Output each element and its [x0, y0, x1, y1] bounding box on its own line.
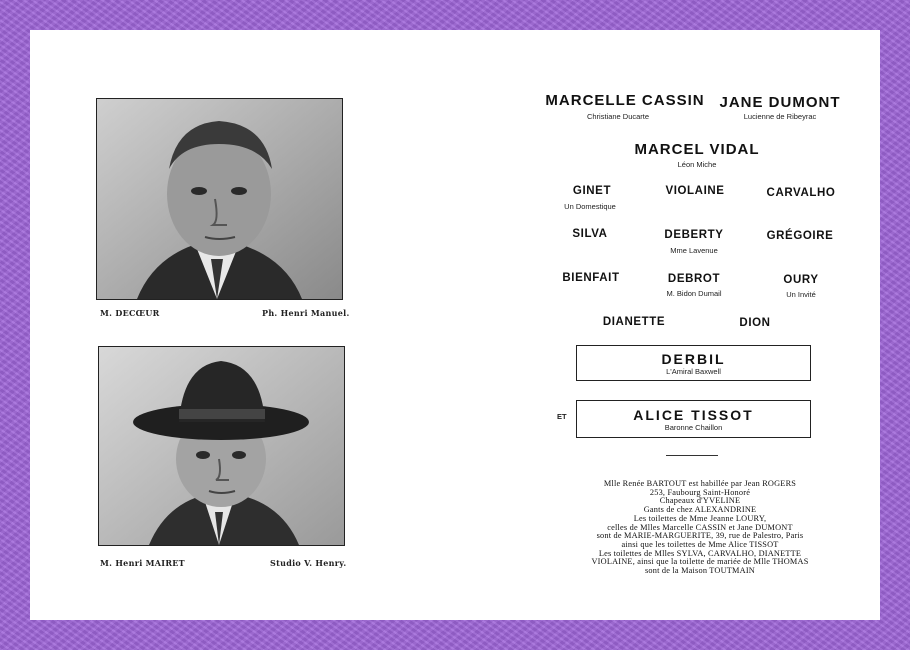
credit-line: VIOLAINE, ainsi que la toilette de mariée de Mlle THOMAS — [591, 557, 809, 567]
cast-role-deberty: Mme Lavenue — [670, 246, 718, 255]
credit-line: Les toilettes de Mme Jeanne LOURY, — [633, 513, 767, 523]
portrait-image — [99, 347, 344, 545]
divider-rule — [666, 455, 718, 456]
cast-name-gregoire: GRÉGOIRE — [766, 230, 834, 242]
credit-line: sont de MARIE-MARGUERITE, 39, rue de Palestro, Paris — [596, 531, 804, 541]
cast-name-bienfait: BIENFAIT — [562, 272, 620, 284]
credit-line: 253, Faubourg Saint-Honoré — [649, 487, 751, 497]
cast-name-silva: SILVA — [572, 228, 608, 240]
cast-box-derbil — [576, 345, 811, 381]
credit-line: Chapeaux d'YVELINE — [659, 496, 741, 506]
cast-box-tissot — [576, 400, 811, 438]
cast-name-deberty: DEBERTY — [664, 229, 724, 241]
cast-name-oury: OURY — [783, 274, 819, 286]
program-page — [30, 30, 880, 620]
cast-role-dumont: Lucienne de Ribeyrac — [743, 112, 817, 121]
cast-name-dion: DION — [739, 317, 771, 329]
cast-role-debrot: M. Bidon Dumail — [666, 289, 722, 298]
cast-name-vidal: MARCEL VIDAL — [634, 141, 760, 158]
photo-caption: M. Henri MAIRET — [100, 558, 185, 568]
cast-name-cassin: MARCELLE CASSIN — [545, 92, 705, 109]
cast-role-vidal: Léon Miche — [677, 160, 717, 169]
cast-role-ginet: Un Domestique — [564, 202, 616, 211]
portrait-photo-decoeur — [96, 98, 343, 300]
credit-line: sont de la Maison TOUTMAIN — [645, 566, 755, 576]
credit-line: Mlle Renée BARTOUT est habillée par Jean ROGERS — [603, 479, 797, 488]
cast-name-violaine: VIOLAINE — [665, 185, 725, 197]
portrait-photo-mairet — [98, 346, 345, 546]
cast-name-tissot: ALICE TISSOT — [633, 406, 754, 423]
cast-role-oury: Un Invité — [786, 290, 816, 299]
cast-name-debrot: DEBROT — [667, 273, 721, 285]
photo-credit: Studio V. Henry. — [270, 558, 347, 568]
cast-role-cassin: Christiane Ducarte — [586, 112, 650, 121]
cast-name-dumont: JANE DUMONT — [719, 94, 841, 111]
cast-role-tissot: Baronne Chaillon — [664, 422, 723, 432]
cast-name-ginet: GINET — [572, 185, 612, 197]
conjunction-et: ET — [557, 412, 567, 421]
photo-caption: M. DECŒUR — [100, 308, 160, 318]
portrait-image — [97, 99, 342, 299]
credit-line: Gants de chez ALEXANDRINE — [643, 505, 757, 515]
cast-name-derbil: DERBIL — [661, 350, 726, 367]
credit-line: Les toilettes de Mlles SYLVA, CARVALHO, DIANETTE — [598, 548, 802, 558]
photo-credit: Ph. Henri Manuel. — [262, 308, 350, 318]
cast-name-dianette: DIANETTE — [602, 316, 666, 328]
credit-line: celles de Mlles Marcelle CASSIN et Jane DUMONT — [607, 522, 793, 532]
costume-credits — [550, 480, 850, 576]
cast-role-derbil: L'Amiral Baxwell — [666, 366, 721, 376]
cast-name-carvalho: CARVALHO — [766, 187, 836, 199]
credit-line: ainsi que les toilettes de Mme Alice TISSOT — [621, 539, 779, 549]
